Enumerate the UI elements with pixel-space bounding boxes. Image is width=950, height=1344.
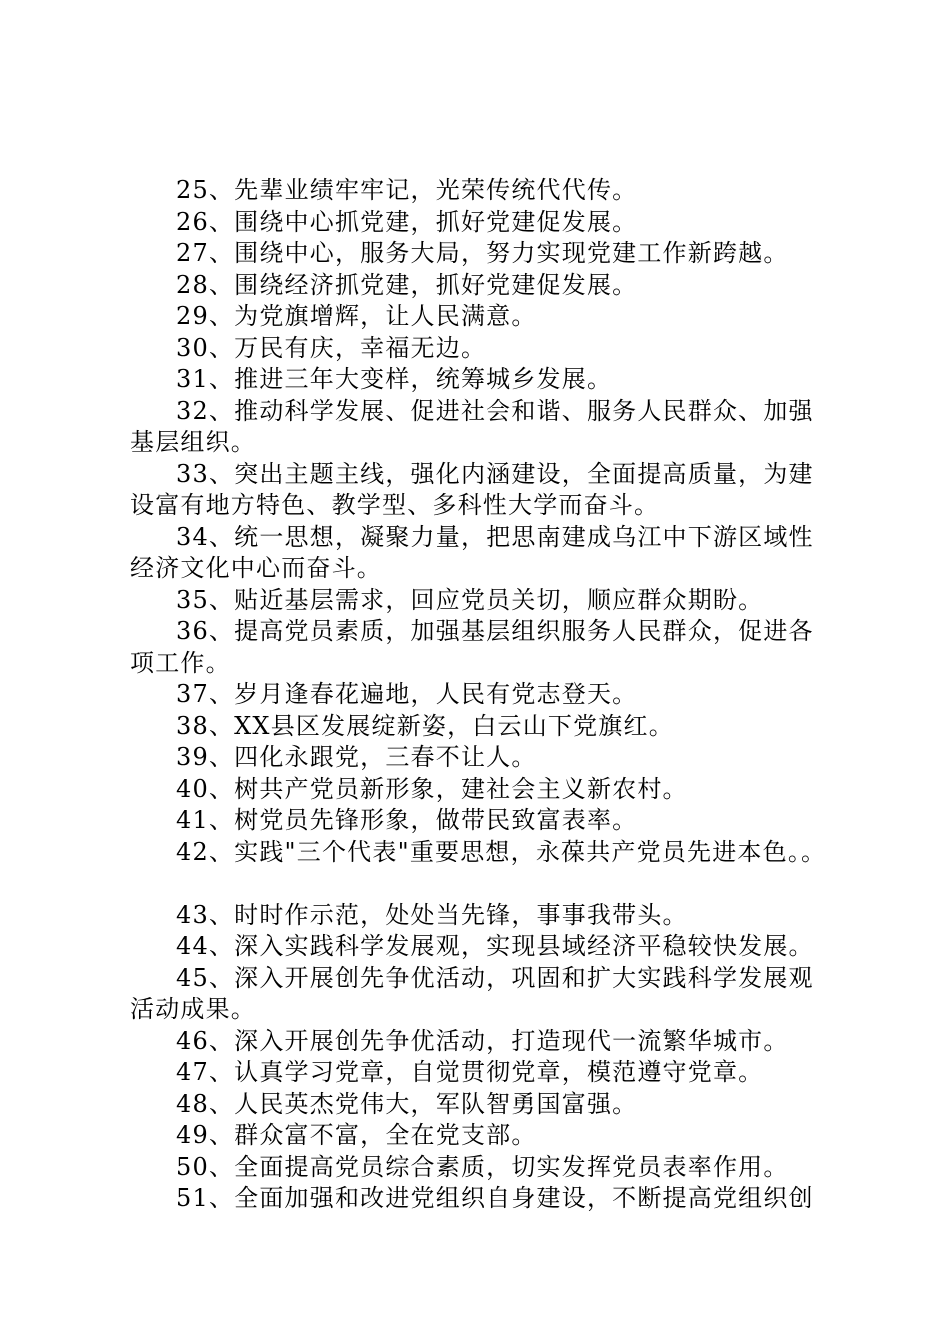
text-line: 37、岁月逢春花遍地，人民有党志登天。	[176, 680, 638, 708]
text-line: 40、树共产党员新形象，建社会主义新农村。	[176, 774, 688, 803]
text-line: 31、推进三年大变样，统筹城乡发展。	[176, 365, 613, 393]
text-line: 34、统一思想，凝聚力量，把思南建成乌江中下游区域性	[176, 522, 814, 551]
text-line: 28、围绕经济抓党建，抓好党建促发展。	[176, 270, 638, 299]
text-line: 42、实践"三个代表"重要思想，永葆共产党员先进本色。。	[176, 837, 827, 866]
document-body	[130, 175, 835, 1215]
text-line-continuation: 基层组织。	[130, 428, 256, 456]
blank-line	[130, 868, 835, 900]
text-line: 46、深入开展创先争优活动，打造现代一流繁华城市。	[176, 1026, 789, 1055]
text-line: 51、全面加强和改进党组织自身建设，不断提高党组织创	[176, 1184, 814, 1212]
text-line-continuation: 活动成果。	[130, 995, 256, 1023]
text-line: 33、突出主题主线，强化内涵建设，全面提高质量，为建	[176, 459, 814, 488]
text-line: 47、认真学习党章，自觉贯彻党章，模范遵守党章。	[176, 1058, 764, 1086]
text-line: 25、先辈业绩牢牢记，光荣传统代代传。	[176, 176, 638, 204]
text-line: 50、全面提高党员综合素质，切实发挥党员表率作用。	[176, 1152, 789, 1181]
text-line: 27、围绕中心，服务大局，努力实现党建工作新跨越。	[176, 239, 789, 267]
text-line: 26、围绕中心抓党建，抓好党建促发展。	[176, 207, 638, 236]
text-line: 49、群众富不富，全在党支部。	[176, 1121, 537, 1149]
text-line: 32、推动科学发展、促进社会和谐、服务人民群众、加强	[176, 396, 814, 425]
text-line: 38、XX县区发展绽新姿，白云山下党旗红。	[176, 711, 674, 740]
text-line: 36、提高党员素质，加强基层组织服务人民群众，促进各	[176, 617, 814, 645]
text-line-continuation: 设富有地方特色、教学型、多科性大学而奋斗。	[130, 491, 660, 519]
text-line: 44、深入实践科学发展观，实现县域经济平稳较快发展。	[176, 932, 814, 960]
text-line: 35、贴近基层需求，回应党员关切，顺应群众期盼。	[176, 585, 764, 614]
text-line: 29、为党旗增辉，让人民满意。	[176, 302, 537, 330]
text-line-continuation: 项工作。	[130, 648, 231, 677]
text-line: 43、时时作示范，处处当先锋，事事我带头。	[176, 900, 688, 929]
text-line: 45、深入开展创先争优活动，巩固和扩大实践科学发展观	[176, 963, 814, 992]
text-line-continuation: 经济文化中心而奋斗。	[130, 554, 382, 582]
text-line: 30、万民有庆，幸福无边。	[176, 333, 487, 362]
text-line: 41、树党员先锋形象，做带民致富表率。	[176, 806, 638, 834]
text-line: 39、四化永跟党，三春不让人。	[176, 743, 537, 771]
text-line: 48、人民英杰党伟大，军队智勇国富强。	[176, 1089, 638, 1118]
